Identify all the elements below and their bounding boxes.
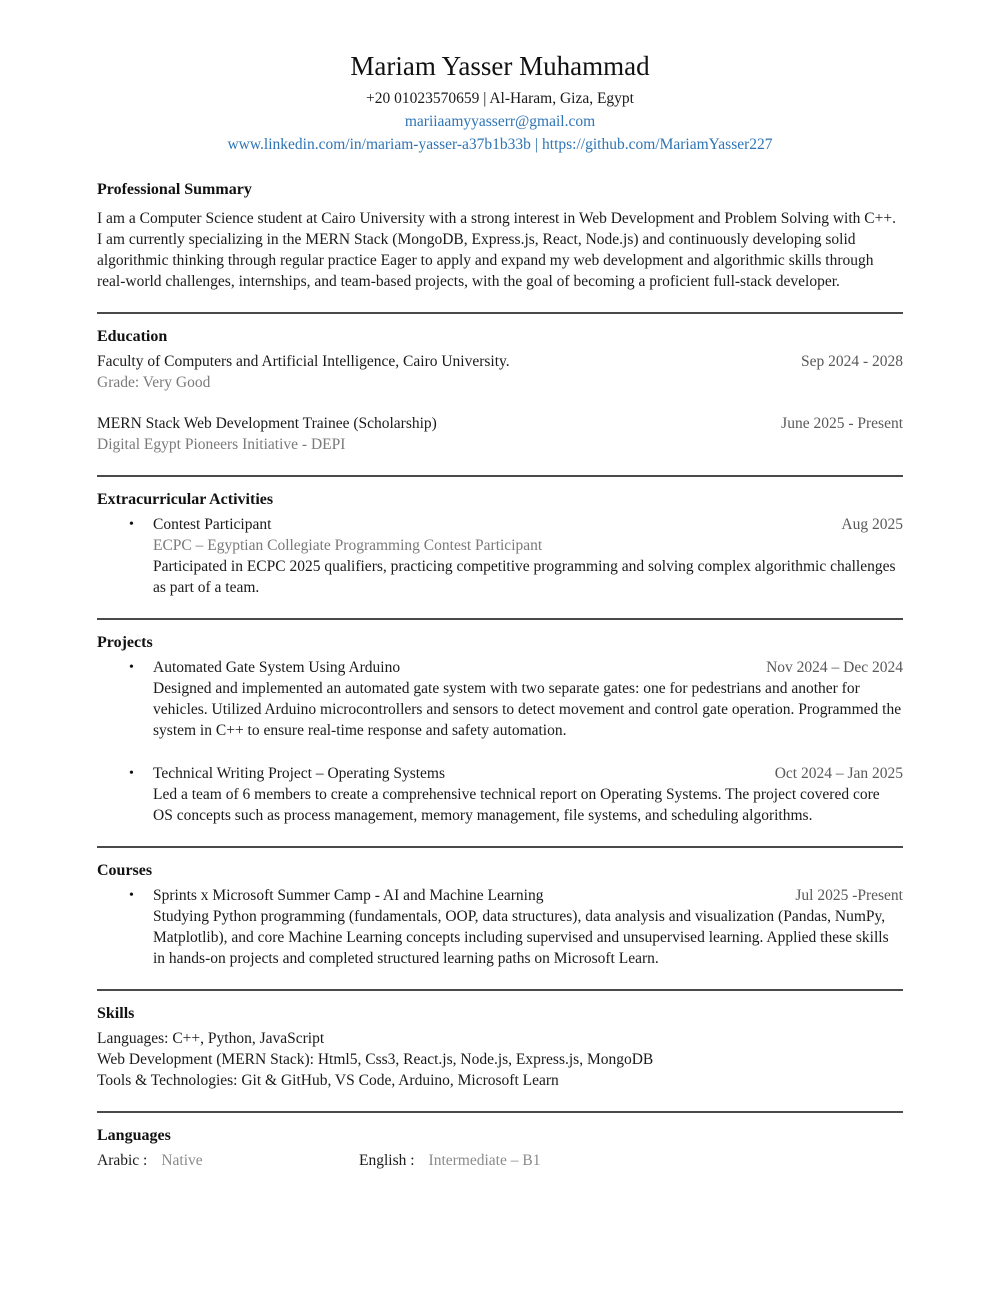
education-heading: Education	[97, 328, 168, 345]
courses-heading: Courses	[97, 862, 153, 879]
skills-line-languages: Languages: C++, Python, JavaScript	[97, 1030, 325, 1047]
section-skills	[97, 1003, 903, 1091]
languages-heading: Languages	[97, 1127, 171, 1144]
section-divider	[97, 846, 903, 848]
section-divider	[97, 618, 903, 620]
education-entry-subtitle: Digital Egypt Pioneers Initiative - DEPI	[97, 436, 346, 453]
section-languages	[97, 1125, 903, 1171]
section-divider	[97, 312, 903, 314]
course-title: Sprints x Microsoft Summer Camp - AI and Machine Learning	[153, 887, 544, 904]
education-entry-date: June 2025 - Present	[781, 415, 903, 432]
project-description: Led a team of 6 members to create a comprehensive technical report on Operating Systems. The project covered core OS concepts such as process management, memory management, file systems, and scheduling algorithms.	[153, 786, 880, 824]
bullet-icon: •	[129, 888, 134, 903]
course-date: Jul 2025 -Present	[795, 887, 903, 904]
list-item	[129, 514, 903, 598]
language-level: Native	[161, 1152, 203, 1169]
activity-description: Participated in ECPC 2025 qualifiers, practicing competitive programming and solving complex algorithmic challenges as part of a team.	[153, 558, 896, 596]
bullet-icon: •	[129, 766, 134, 781]
education-entry	[97, 413, 903, 455]
activity-title: Contest Participant	[153, 516, 272, 533]
education-entry	[97, 351, 903, 393]
language-label: Arabic :	[97, 1152, 148, 1169]
project-title: Technical Writing Project – Operating Systems	[153, 765, 446, 782]
contact-line: +20 01023570659 | Al-Haram, Giza, Egypt	[366, 90, 634, 107]
activity-subtitle: ECPC – Egyptian Collegiate Programming Contest Participant	[153, 537, 543, 554]
projects-heading: Projects	[97, 634, 153, 651]
github-link[interactable]: https://github.com/MariamYasser227	[542, 136, 773, 153]
education-entry-subtitle: Grade: Very Good	[97, 374, 211, 391]
course-description: Studying Python programming (fundamentals, OOP, data structures), data analysis and visualization (Pandas, NumPy, Matplotlib), and core Machine Learning concepts including supervised and unsupervised learning. Applied these skills in hands-on projects and completed structured learning paths on Microsoft Learn.	[153, 908, 889, 967]
candidate-name: Mariam Yasser Muhammad	[350, 51, 650, 81]
project-date: Oct 2024 – Jan 2025	[774, 765, 903, 782]
list-item	[129, 657, 903, 741]
skills-line-tools: Tools & Technologies: Git & GitHub, VS Code, Arduino, Microsoft Learn	[97, 1072, 559, 1089]
education-entry-title: MERN Stack Web Development Trainee (Scholarship)	[97, 415, 437, 432]
list-item	[129, 763, 903, 826]
extracurricular-heading: Extracurricular Activities	[97, 491, 274, 508]
summary-paragraph: I am a Computer Science student at Cairo University with a strong interest in Web Development and Problem Solving with C++. I am currently specializing in the MERN Stack (MongoDB, Express.js, React, Node.js) and continuously developing solid algorithmic thinking through regular practice Eager to apply and expand my web development and algorithmic skills through real-world challenges, internships, and team-based projects, with the goal of becoming a proficient full-stack developer.	[97, 210, 896, 290]
section-extracurricular	[97, 489, 903, 598]
section-projects	[97, 632, 903, 826]
email-link[interactable]: mariiaamyyasserr@gmail.com	[404, 113, 596, 130]
education-entry-title: Faculty of Computers and Artificial Intelligence, Cairo University.	[97, 353, 510, 370]
section-divider	[97, 1111, 903, 1113]
section-divider	[97, 475, 903, 477]
project-description: Designed and implemented an automated gate system with two separate gates: one for pedestrians and another for vehicles. Utilized Arduino microcontrollers and sensors to detect movement and control gate operation. Programmed the system in C++ to ensure real-time response and safety automation.	[153, 680, 902, 739]
bullet-icon: •	[129, 660, 134, 675]
linkedin-link[interactable]: www.linkedin.com/in/mariam-yasser-a37b1b33b	[227, 136, 531, 153]
skills-heading: Skills	[97, 1005, 135, 1022]
language-item-arabic	[97, 1150, 359, 1171]
section-divider	[97, 989, 903, 991]
summary-heading: Professional Summary	[97, 181, 252, 198]
project-title: Automated Gate System Using Arduino	[153, 659, 401, 676]
link-separator: |	[534, 136, 539, 153]
activity-date: Aug 2025	[841, 516, 903, 533]
language-level: Intermediate – B1	[428, 1152, 541, 1169]
skills-line-web-development: Web Development (MERN Stack): Html5, Css3, React.js, Node.js, Express.js, MongoDB	[97, 1051, 654, 1068]
project-date: Nov 2024 – Dec 2024	[766, 659, 903, 676]
section-education	[97, 326, 903, 455]
language-item-english	[359, 1150, 540, 1171]
email-line	[97, 111, 903, 132]
language-label: English :	[359, 1152, 415, 1169]
header	[97, 50, 903, 155]
education-entry-date: Sep 2024 - 2028	[800, 353, 903, 370]
bullet-icon: •	[129, 517, 134, 532]
section-courses	[97, 860, 903, 969]
list-item	[129, 885, 903, 969]
profiles-line	[97, 134, 903, 155]
section-professional-summary	[97, 179, 903, 292]
